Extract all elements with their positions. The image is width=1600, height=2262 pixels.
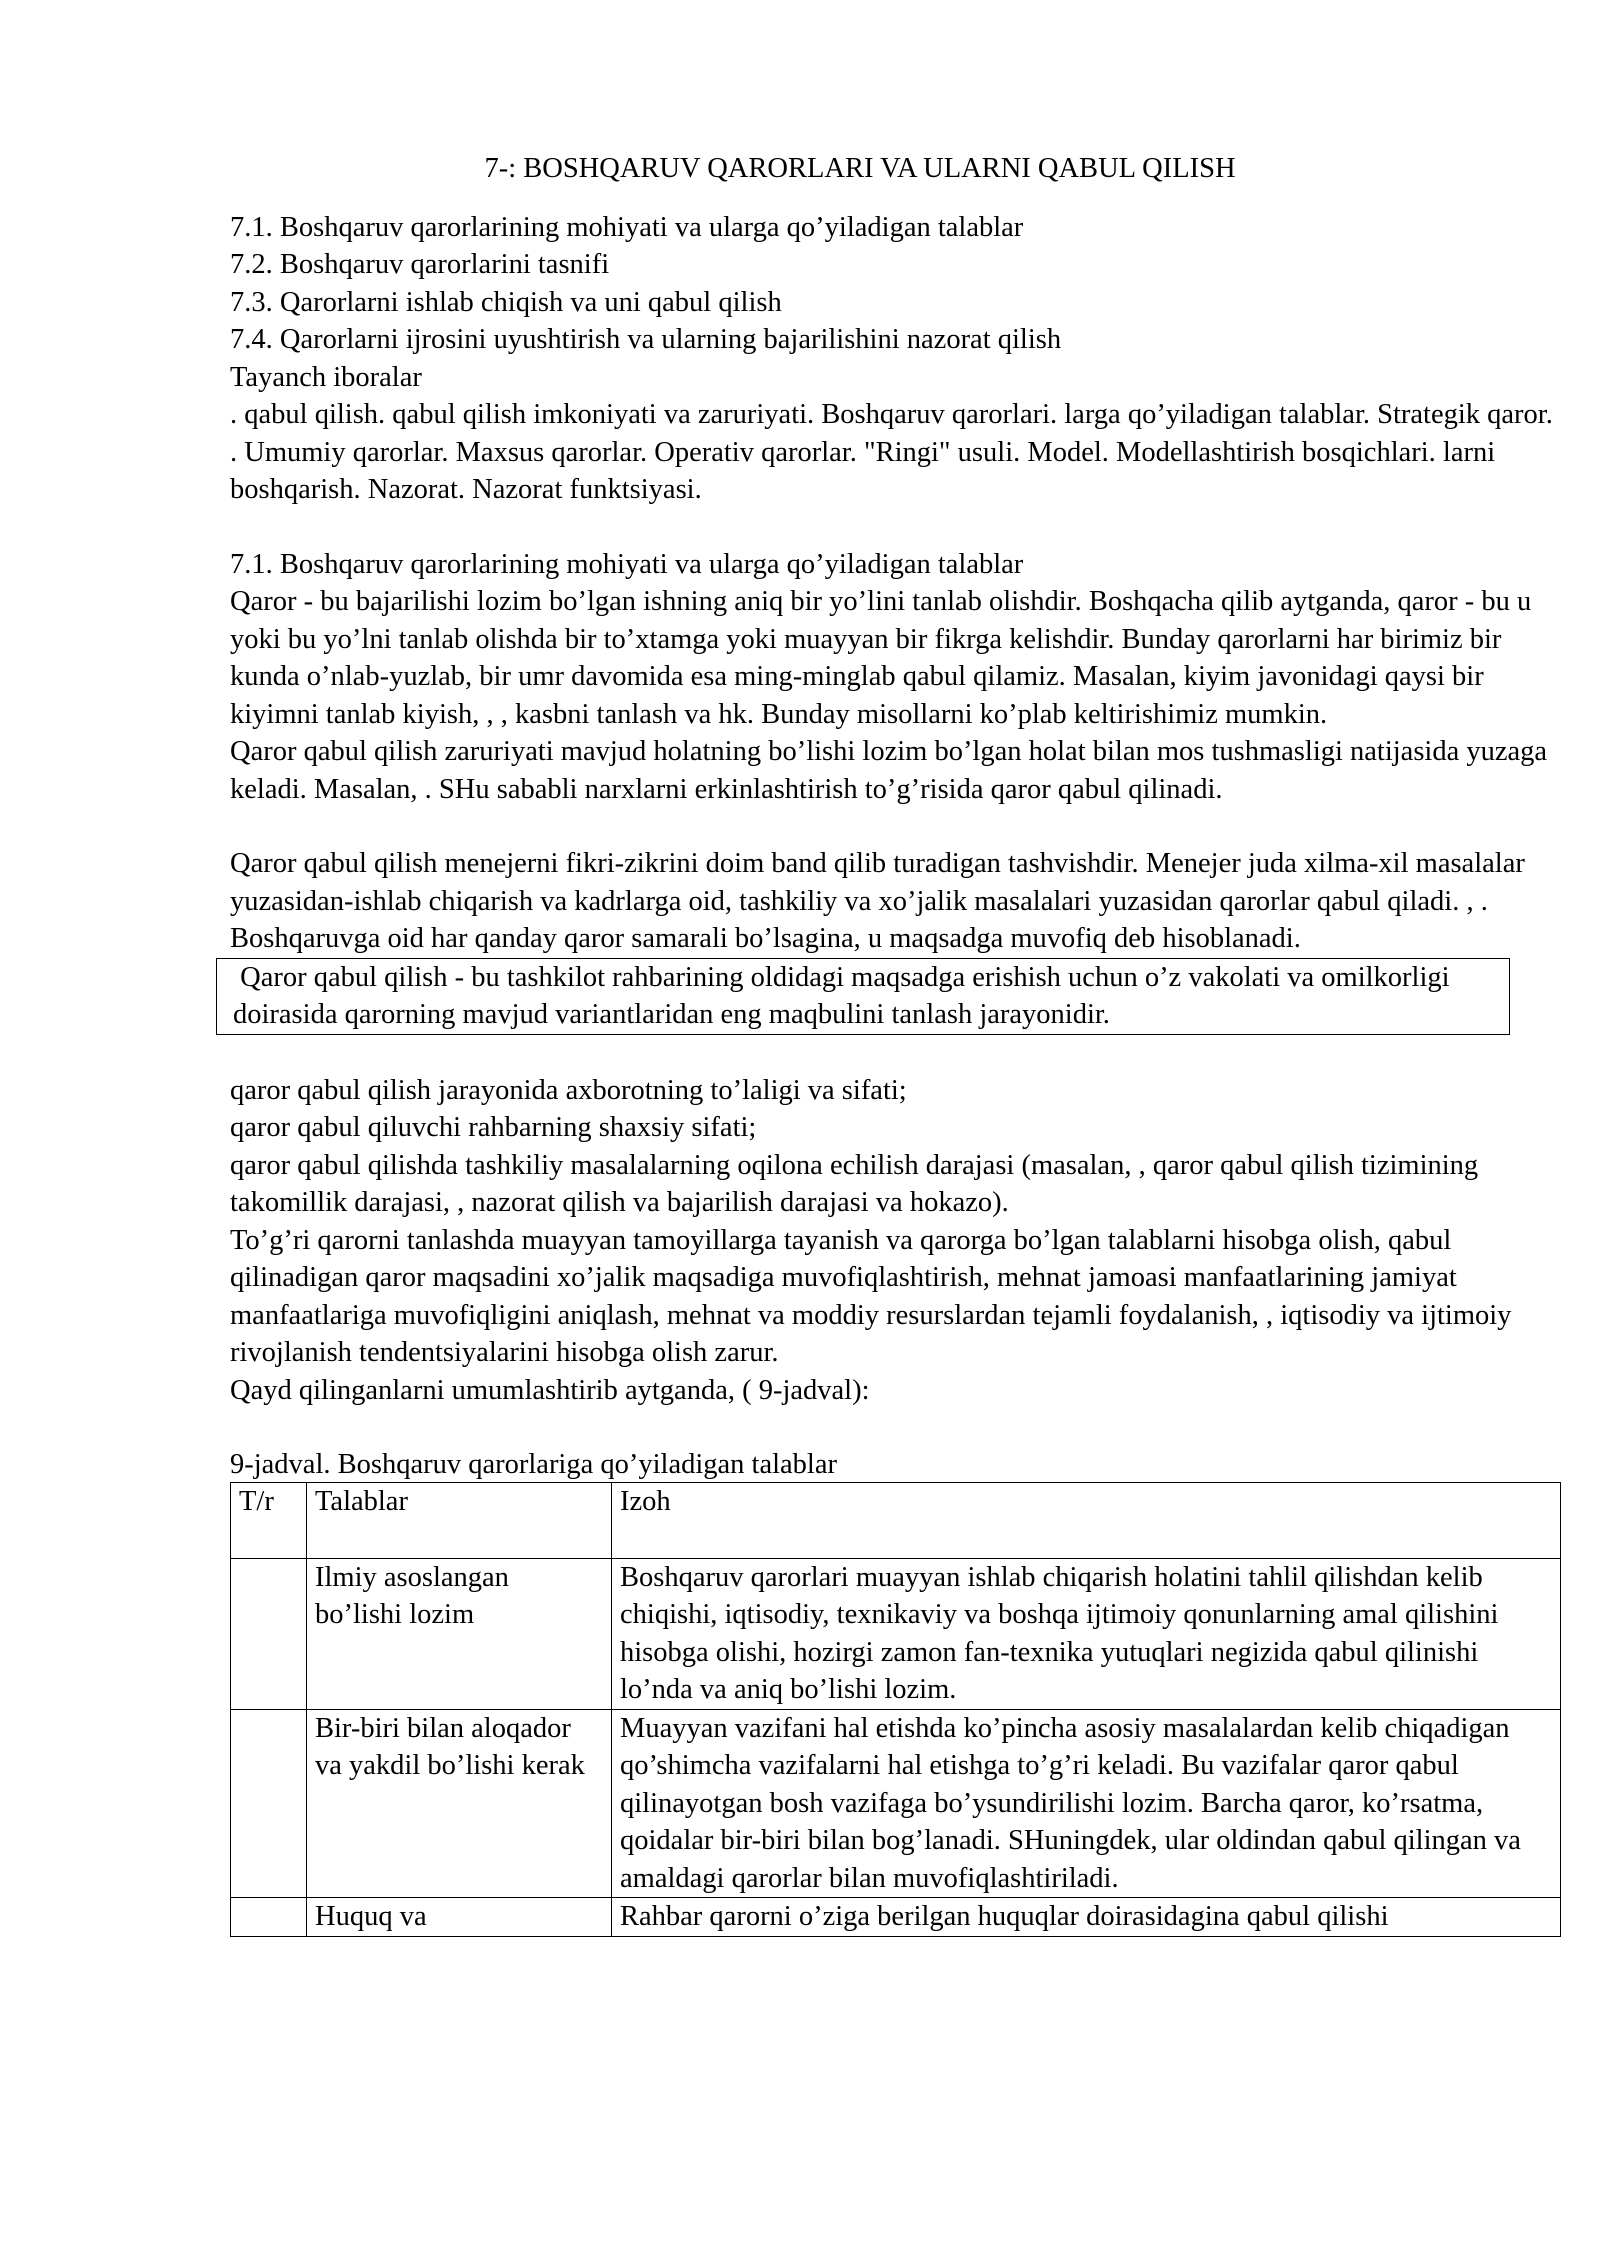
paragraph-1: Qaror - bu bajarilishi lozim bo’lgan ishning aniq bir yo’lini tanlab olishdir. Boshqacha qilib aytganda, qaror - bu u yoki bu yo’lni tanlab olishda bir to’xtamga yoki muayyan bir fikrga kelishdir. Bunday qarorlarni har birimiz bir kunda o’nlab-yuzlab, bir umr davomida esa ming-minglab qabul qilamiz. Masalan, kiyim javonidagi qaysi bir kiyimni tanlab kiyish, , , kasbni tanlash va hk. Bunday misollarni ko’plab keltirishimiz mumkin. (230, 586, 1532, 730)
header-cell-notes: Izoh (612, 1482, 1561, 1558)
definition-box (216, 958, 1510, 1035)
factor-item: qaror qabul qiluvchi rahbarning shaxsiy sifati; (230, 1112, 757, 1143)
table-row (231, 1898, 1561, 1937)
requirements-table (230, 1482, 1561, 1937)
table-header-row (231, 1482, 1561, 1558)
document-body (230, 150, 1560, 1937)
definition-text: Qaror qabul qilish - bu tashkilot rahbarining oldidagi maqsadga erishish uchun o’z vakolati va omilkorligi doirasida qarorning mavjud variantlaridan eng maqbulini tanlash jarayonidir. (233, 961, 1457, 1030)
table-cell-number (231, 1558, 307, 1709)
keywords-text: . qabul qilish. qabul qilish imkoniyati va zaruriyati. Boshqaruv qarorlari. larga qo’yiladigan talablar. Strategik qaror. . Umumiy qarorlar. Maxsus qarorlar. Operativ qarorlar. "Ringi" usuli. Model. Modellashtirish bosqichlari. larni boshqarish. Nazorat. Nazorat funktsiyasi. (230, 399, 1553, 505)
outline-item: 7.1. Boshqaruv qarorlarining mohiyati va ularga qo’yiladigan talablar (230, 211, 1024, 243)
factor-item: qaror qabul qilish jarayonida axborotning to’laligi va sifati; (230, 1074, 907, 1106)
factor-item: qaror qabul qilishda tashkiliy masalalarning oqilona echilish darajasi (masalan, , qaror qabul qilish tizimining takomillik darajasi, , nazorat qilish va bajarilish darajasi va hokazo). (230, 1149, 1479, 1218)
spacer (230, 1035, 1560, 1072)
table-cell-requirement: Bir-biri bilan aloqador va yakdil bo’lishi kerak (307, 1709, 612, 1898)
page-title: 7-: BOSHQARUV QARORLARI VA ULARNI QABUL QILISH (484, 153, 1236, 184)
table-cell-note: Rahbar qarorni o’ziga berilgan huquqlar doirasidagina qabul qilishi (612, 1898, 1561, 1937)
section-heading: 7.1. Boshqaruv qarorlarining mohiyati va ularga qo’yiladigan talablar (230, 548, 1024, 580)
factor-list (230, 1072, 1560, 1222)
spacer (230, 509, 1560, 546)
chapter-outline (230, 209, 1560, 359)
paragraph-4: To’g’ri qarorni tanlashda muayyan tamoyillarga tayanish va qarorga bo’lgan talablarni hisobga olish, qabul qilinadigan qaror maqsadini xo’jalik maqsadiga muvofiqlashtirish, mehnat jamoasi manfaatlarining jamiyat manfaatlariga muvofiqligini aniqlash, mehnat va moddiy resurslardan tejamli foydalanish, , iqtisodiy va ijtimoiy rivojlanish tendentsiyalarini hisobga olish zarur. (230, 1224, 1512, 1368)
spacer (230, 1409, 1560, 1446)
outline-item: 7.2. Boshqaruv qarorlarini tasnifi (230, 249, 610, 280)
header-cell-requirements: Talablar (307, 1482, 612, 1558)
table-cell-note: Muayyan vazifani hal etishda ko’pincha asosiy masalalardan kelib chiqadigan qo’shimcha vazifalarni hal etishga to’g’ri keladi. Bu vazifalar qaror qabul qilinayotgan bosh vazifaga bo’ysundirilishi lozim. Barcha qaror, ko’rsatma, qoidalar bir-biri bilan bog’lanadi. SHuningdek, ular oldindan qabul qilingan va amaldagi qarorlar bilan muvofiqlashtiriladi. (612, 1709, 1561, 1898)
table-cell-number (231, 1709, 307, 1898)
keywords-heading: Tayanch iboralar (230, 361, 422, 393)
table-cell-note: Boshqaruv qarorlari muayyan ishlab chiqarish holatini tahlil qilishdan kelib chiqishi, iqtisodiy, texnikaviy va boshqa ijtimoiy qonunlarning amal qilishini hisobga olishi, hozirgi zamon fan-texnika yutuqlari negizida qabul qilinishi lo’nda va aniq bo’lishi lozim. (612, 1558, 1561, 1709)
paragraph-5: Qayd qilinganlarni umumlashtirib aytganda, ( 9-jadval): (230, 1374, 870, 1406)
outline-item: 7.4. Qarorlarni ijrosini uyushtirish va ularning bajarilishini nazorat qilish (230, 324, 1062, 355)
spacer (230, 808, 1560, 845)
table-row (231, 1558, 1561, 1709)
table-row (231, 1709, 1561, 1898)
table-cell-requirement: Huquq va (307, 1898, 612, 1937)
table-cell-number (231, 1898, 307, 1937)
paragraph-3: Qaror qabul qilish menejerni fikri-zikrini doim band qilib turadigan tashvishdir. Menejer juda xilma-xil masalalar yuzasidan-ishlab chiqarish va kadrlarga oid, tashkiliy va xo’jalik masalalari yuzasidan qarorlar qabul qiladi. , . Boshqaruvga oid har qanday qaror samarali bo’lsagina, u maqsadga muvofiq deb hisoblanadi. (230, 848, 1525, 954)
paragraph-2: Qaror qabul qilish zaruriyati mavjud holatning bo’lishi lozim bo’lgan holat bilan mos tushmasligi natijasida yuzaga keladi. Masalan, . SHu sababli narxlarni erkinlashtirish to’g’risida qaror qabul qilinadi. (230, 736, 1548, 805)
table-caption: 9-jadval. Boshqaruv qarorlariga qo’yiladigan talablar (230, 1449, 837, 1480)
header-cell-number: T/r (231, 1482, 307, 1558)
outline-item: 7.3. Qarorlarni ishlab chiqish va uni qabul qilish (230, 286, 782, 318)
table-cell-requirement: Ilmiy asoslangan bo’lishi lozim (307, 1558, 612, 1709)
